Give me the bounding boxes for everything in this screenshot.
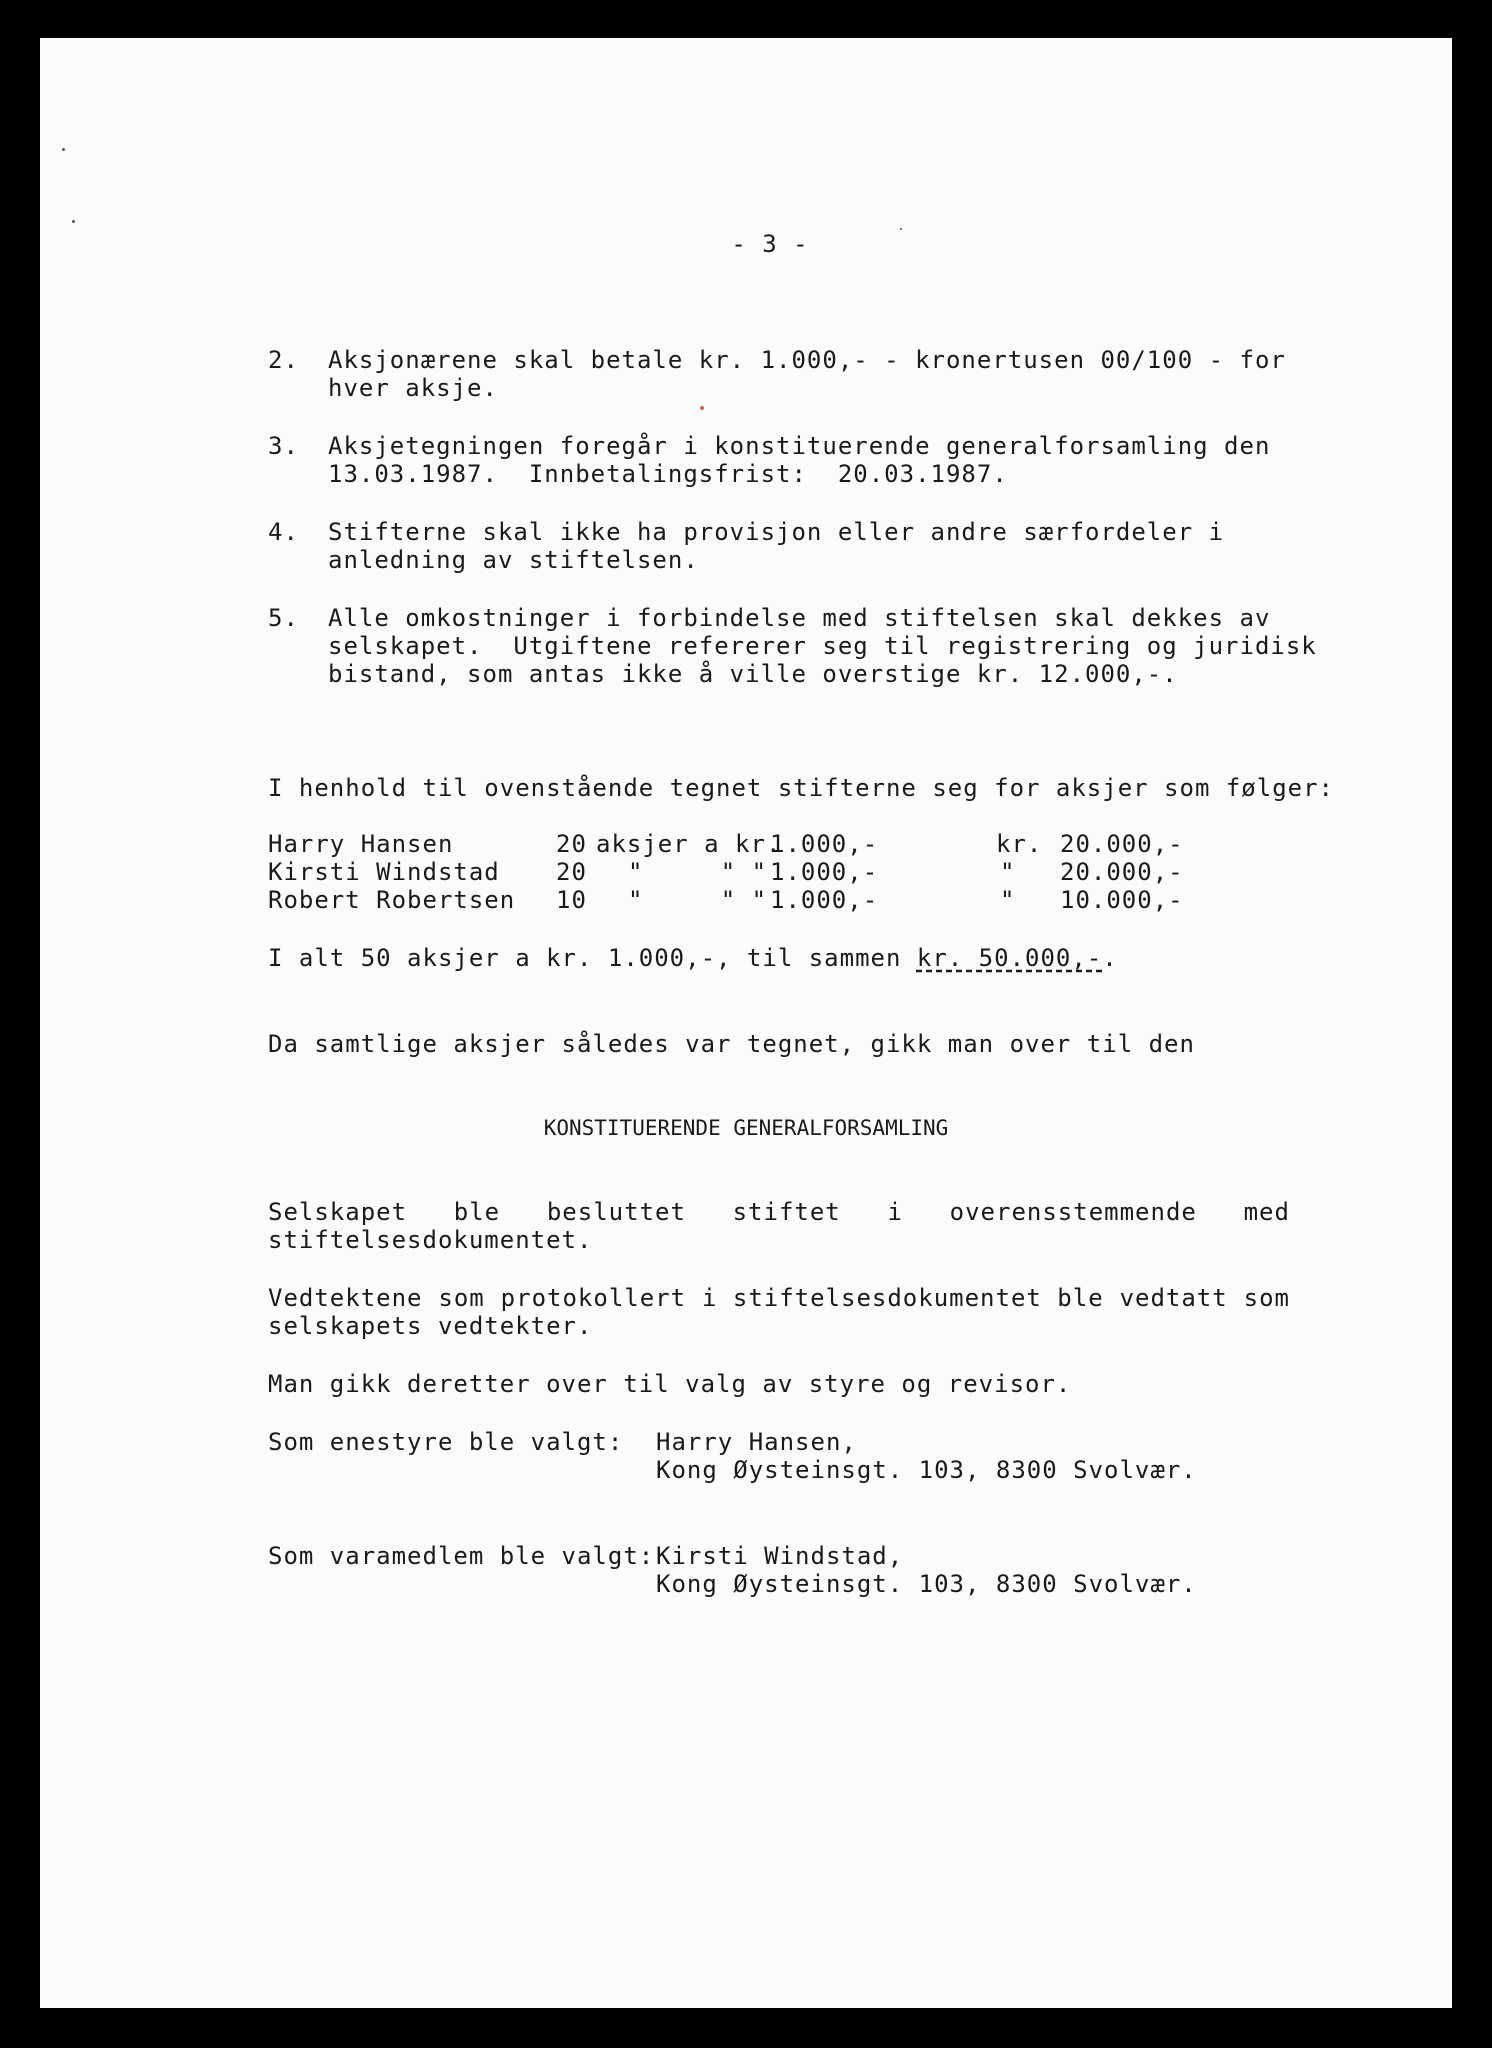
- subscription-intro: I henhold til ovenstående tegnet stifterne seg for aksjer som følger:: [268, 774, 1334, 802]
- item-2-line-1: Aksjonærene skal betale kr. 1.000,- - kronertusen 00/100 - for: [328, 346, 1286, 374]
- item-2-line-2: hver aksje.: [328, 374, 498, 402]
- word: overensstemmende: [949, 1198, 1197, 1226]
- item-4-line-2: anledning av stiftelsen.: [328, 546, 699, 574]
- transition-text: Da samtlige aksjer således var tegnet, gikk man over til den: [268, 1030, 1195, 1058]
- subscriber-desc: " " ": [628, 858, 768, 886]
- item-3-line-2: 13.03.1987. Innbetalingsfrist: 20.03.1987.: [328, 460, 1008, 488]
- item-3-number: 3.: [268, 432, 299, 460]
- subscriber-price: 1.000,-: [770, 858, 879, 886]
- item-5-line-1: Alle omkostninger i forbindelse med stiftelsen skal dekkes av: [328, 604, 1271, 632]
- subscriber-total: 20.000,-: [1060, 858, 1184, 886]
- subscriber-total: 10.000,-: [1060, 886, 1184, 914]
- section-heading: KONSTITUERENDE GENERALFORSAMLING: [543, 1116, 949, 1140]
- word: protokollert: [500, 1284, 687, 1312]
- subscriber-total-prefix: ": [1000, 858, 1016, 886]
- board-label: Som enestyre ble valgt:: [268, 1428, 624, 1456]
- board-address: Kong Øysteinsgt. 103, 8300 Svolvær.: [656, 1456, 1197, 1484]
- subscriber-price: 1.000,-: [770, 830, 879, 858]
- paragraph-2-line-2: selskapets vedtekter.: [268, 1312, 593, 1340]
- item-5-line-3: bistand, som antas ikke å ville overstige kr. 12.000,-.: [328, 660, 1178, 688]
- word: som: [1243, 1284, 1290, 1312]
- scan-speck: [72, 220, 75, 223]
- word: ble: [453, 1198, 501, 1226]
- total-line-prefix: I alt 50 aksjer a kr. 1.000,-, til sammen: [268, 944, 917, 972]
- scan-speck: [62, 148, 65, 151]
- word: vedtatt: [1119, 1284, 1228, 1312]
- subscriber-total-prefix: ": [1000, 886, 1016, 914]
- word: Selskapet: [268, 1198, 408, 1226]
- word: med: [1243, 1198, 1290, 1226]
- total-line: [268, 944, 1118, 972]
- subscriber-total-prefix: kr.: [996, 830, 1043, 858]
- word: Vedtektene: [268, 1284, 423, 1312]
- page-number: - 3 -: [731, 230, 809, 258]
- subscriber-price: 1.000,-: [770, 886, 879, 914]
- subscriber-desc: " " ": [628, 886, 768, 914]
- item-5-line-2: selskapet. Utgiftene refererer seg til registrering og juridisk: [328, 632, 1317, 660]
- subscriber-name: Robert Robertsen: [268, 886, 516, 914]
- document-page: [40, 38, 1452, 2008]
- subscriber-name: Kirsti Windstad: [268, 858, 500, 886]
- paragraph-1-line-1: [268, 1198, 1290, 1226]
- item-2-number: 2.: [268, 346, 299, 374]
- word: besluttet: [546, 1198, 686, 1226]
- item-3-line-1: Aksjetegningen foregår i konstituerende generalforsamling den: [328, 432, 1271, 460]
- deputy-label: Som varamedlem ble valgt:: [268, 1542, 655, 1570]
- word: i: [887, 1198, 903, 1226]
- item-5-number: 5.: [268, 604, 299, 632]
- subscriber-count: 20: [556, 858, 587, 886]
- paragraph-2-line-1: [268, 1284, 1290, 1312]
- word: som: [438, 1284, 485, 1312]
- paragraph-3: Man gikk deretter over til valg av styre og revisor.: [268, 1370, 1072, 1398]
- scan-speck: [900, 228, 902, 230]
- subscriber-desc: aksjer a kr.: [596, 830, 782, 858]
- deputy-name: Kirsti Windstad,: [656, 1542, 904, 1570]
- total-line-amount: kr. 50.000,-: [916, 944, 1103, 972]
- word: stiftet: [732, 1198, 841, 1226]
- deputy-address: Kong Øysteinsgt. 103, 8300 Svolvær.: [656, 1570, 1197, 1598]
- item-4-line-1: Stifterne skal ikke ha provisjon eller andre særfordeler i: [328, 518, 1225, 546]
- subscriber-count: 10: [556, 886, 587, 914]
- word: i stiftelsesdokumentet ble: [701, 1284, 1104, 1312]
- subscriber-count: 20: [556, 830, 587, 858]
- subscriber-name: Harry Hansen: [268, 830, 454, 858]
- board-name: Harry Hansen,: [656, 1428, 857, 1456]
- item-4-number: 4.: [268, 518, 299, 546]
- total-line-suffix: .: [1102, 944, 1118, 972]
- subscriber-total: 20.000,-: [1060, 830, 1184, 858]
- scan-speck: [700, 406, 704, 410]
- paragraph-1-line-2: stiftelsesdokumentet.: [268, 1226, 593, 1254]
